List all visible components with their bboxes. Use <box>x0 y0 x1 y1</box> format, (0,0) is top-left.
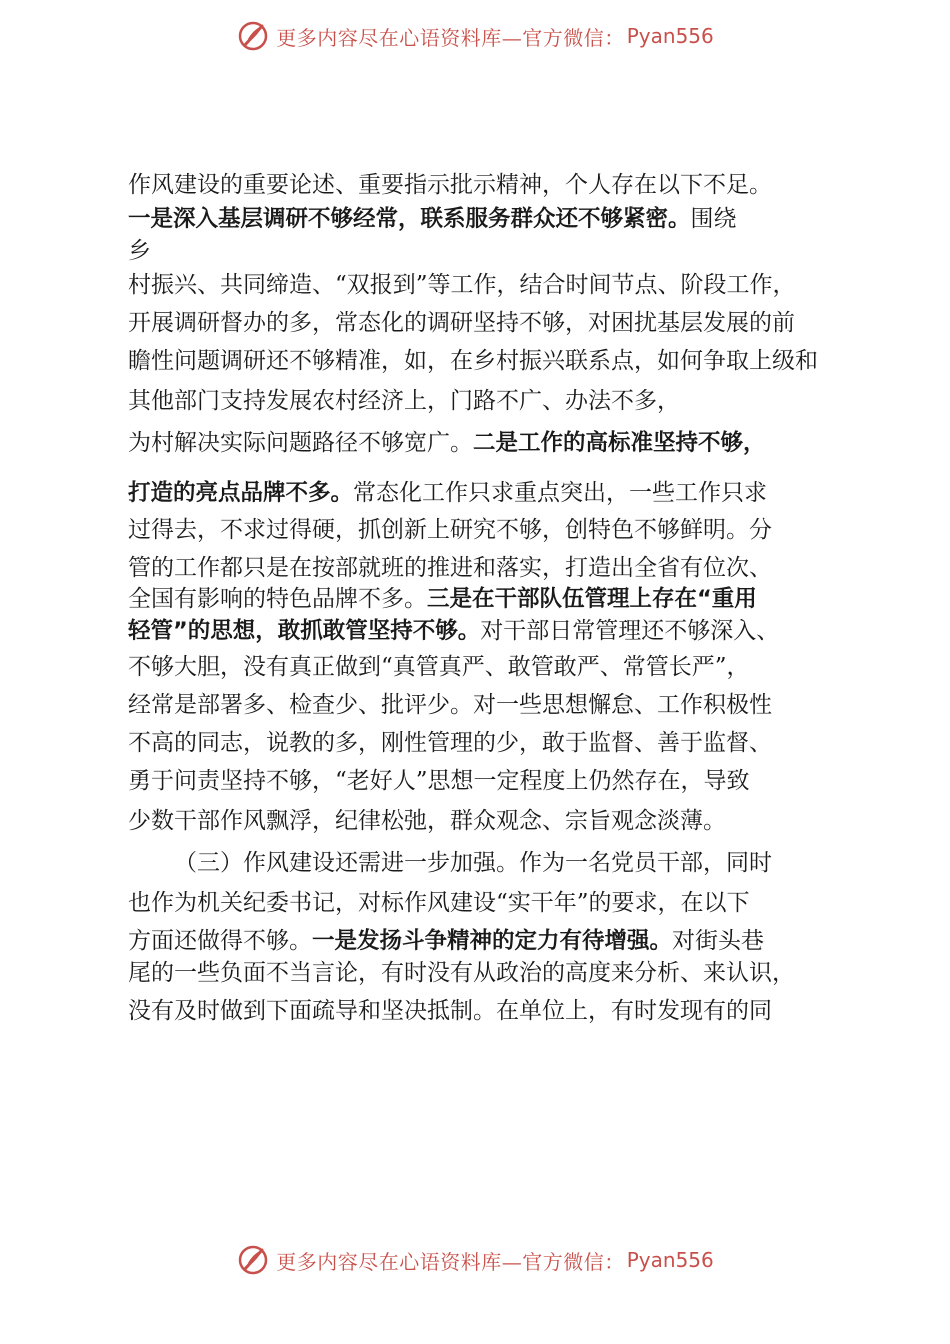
text-line <box>128 584 757 614</box>
text-line <box>128 478 767 508</box>
body-text: 其他部门支持发展农村经济上，门路不广、办法不多， <box>128 388 680 414</box>
body-text: 乡 <box>128 238 151 264</box>
text-line <box>128 428 766 458</box>
text-line <box>174 848 772 878</box>
body-text: 对街头巷 <box>672 928 765 954</box>
text-line <box>128 170 772 200</box>
watermark-footer <box>0 1240 950 1280</box>
body-text: 管的工作都只是在按部就班的推进和落实，打造出全省有位次、 <box>128 555 772 581</box>
text-line <box>128 553 772 583</box>
text-line <box>128 236 151 266</box>
body-text: 也作为机关纪委书记，对标作风建设“实干年”的要求，在以下 <box>128 890 750 916</box>
text-line <box>128 888 750 918</box>
body-text: 过得去，不求过得硬，抓创新上研究不够，创特色不够鲜明。分 <box>128 517 772 543</box>
text-line <box>128 728 772 758</box>
bold-heading-text: 打造的亮点品牌不多。 <box>128 480 354 506</box>
body-text: 少数干部作风飘浮，纪律松弛，群众观念、宗旨观念淡薄。 <box>128 808 726 834</box>
watermark-text: 更多内容尽在心语资料库—官方微信： <box>276 25 625 50</box>
body-text: 村振兴、共同缔造、“双报到”等工作，结合时间节点、阶段工作， <box>128 272 796 298</box>
body-text: 对干部日常管理还不够深入、 <box>480 618 780 644</box>
text-line <box>128 690 772 720</box>
text-line <box>128 996 772 1026</box>
body-text: 方面还做得不够。 <box>128 928 312 954</box>
body-text: 没有及时做到下面疏导和坚决抵制。在单位上，有时发现有的同 <box>128 998 772 1024</box>
text-line <box>128 346 818 376</box>
text-line <box>128 616 779 646</box>
body-text: 瞻性问题调研还不够精准，如，在乡村振兴联系点，如何争取上级和 <box>128 348 818 374</box>
body-text: 勇于问责坚持不够，“老好人”思想一定程度上仍然存在，导致 <box>128 768 750 794</box>
text-line <box>128 204 737 234</box>
body-text: 围绕 <box>690 206 737 232</box>
watermark-wechat-id: Pyan556 <box>626 24 714 48</box>
body-text: 全国有影响的特色品牌不多。 <box>128 586 427 612</box>
text-line <box>128 958 795 988</box>
bold-heading-text: 二是工作的高标准坚持不够， <box>473 430 766 456</box>
text-line <box>128 270 796 300</box>
text-line <box>128 766 750 796</box>
body-text: 经常是部署多、检查少、批评少。对一些思想懈怠、工作积极性 <box>128 692 772 718</box>
body-text: （三）作风建设还需进一步加强。作为一名党员干部，同时 <box>174 850 772 876</box>
body-text: 尾的一些负面不当言论，有时没有从政治的高度来分析、来认识， <box>128 960 795 986</box>
bold-heading-text: 轻管”的思想，敢抓敢管坚持不够。 <box>128 618 481 644</box>
body-text: 作风建设的重要论述、重要指示批示精神，个人存在以下不足。 <box>128 172 772 198</box>
body-text: 不高的同志，说教的多，刚性管理的少，敢于监督、善于监督、 <box>128 730 772 756</box>
quill-seal-icon <box>236 1243 270 1277</box>
text-line <box>128 926 764 956</box>
body-text: 常态化工作只求重点突出，一些工作只求 <box>353 480 768 506</box>
text-line <box>128 515 772 545</box>
bold-heading-text: 三是在干部队伍管理上存在“重用 <box>427 586 757 612</box>
body-text: 不够大胆，没有真正做到“真管真严、敢管敢严、常管长严”， <box>128 654 750 680</box>
watermark-text: 更多内容尽在心语资料库—官方微信： <box>276 1249 625 1274</box>
text-line <box>128 308 795 338</box>
bold-heading-text: 一是发扬斗争精神的定力有待增强。 <box>312 928 673 954</box>
watermark-wechat-id: Pyan556 <box>626 1248 714 1272</box>
text-line <box>128 806 726 836</box>
text-line <box>128 386 680 416</box>
quill-seal-icon <box>236 19 270 53</box>
bold-heading-text: 一是深入基层调研不够经常，联系服务群众还不够紧密。 <box>128 206 691 232</box>
body-text: 开展调研督办的多，常态化的调研坚持不够，对困扰基层发展的前 <box>128 310 795 336</box>
text-line <box>128 652 750 682</box>
watermark-header <box>0 16 950 56</box>
body-text: 为村解决实际问题路径不够宽广。 <box>128 430 473 456</box>
